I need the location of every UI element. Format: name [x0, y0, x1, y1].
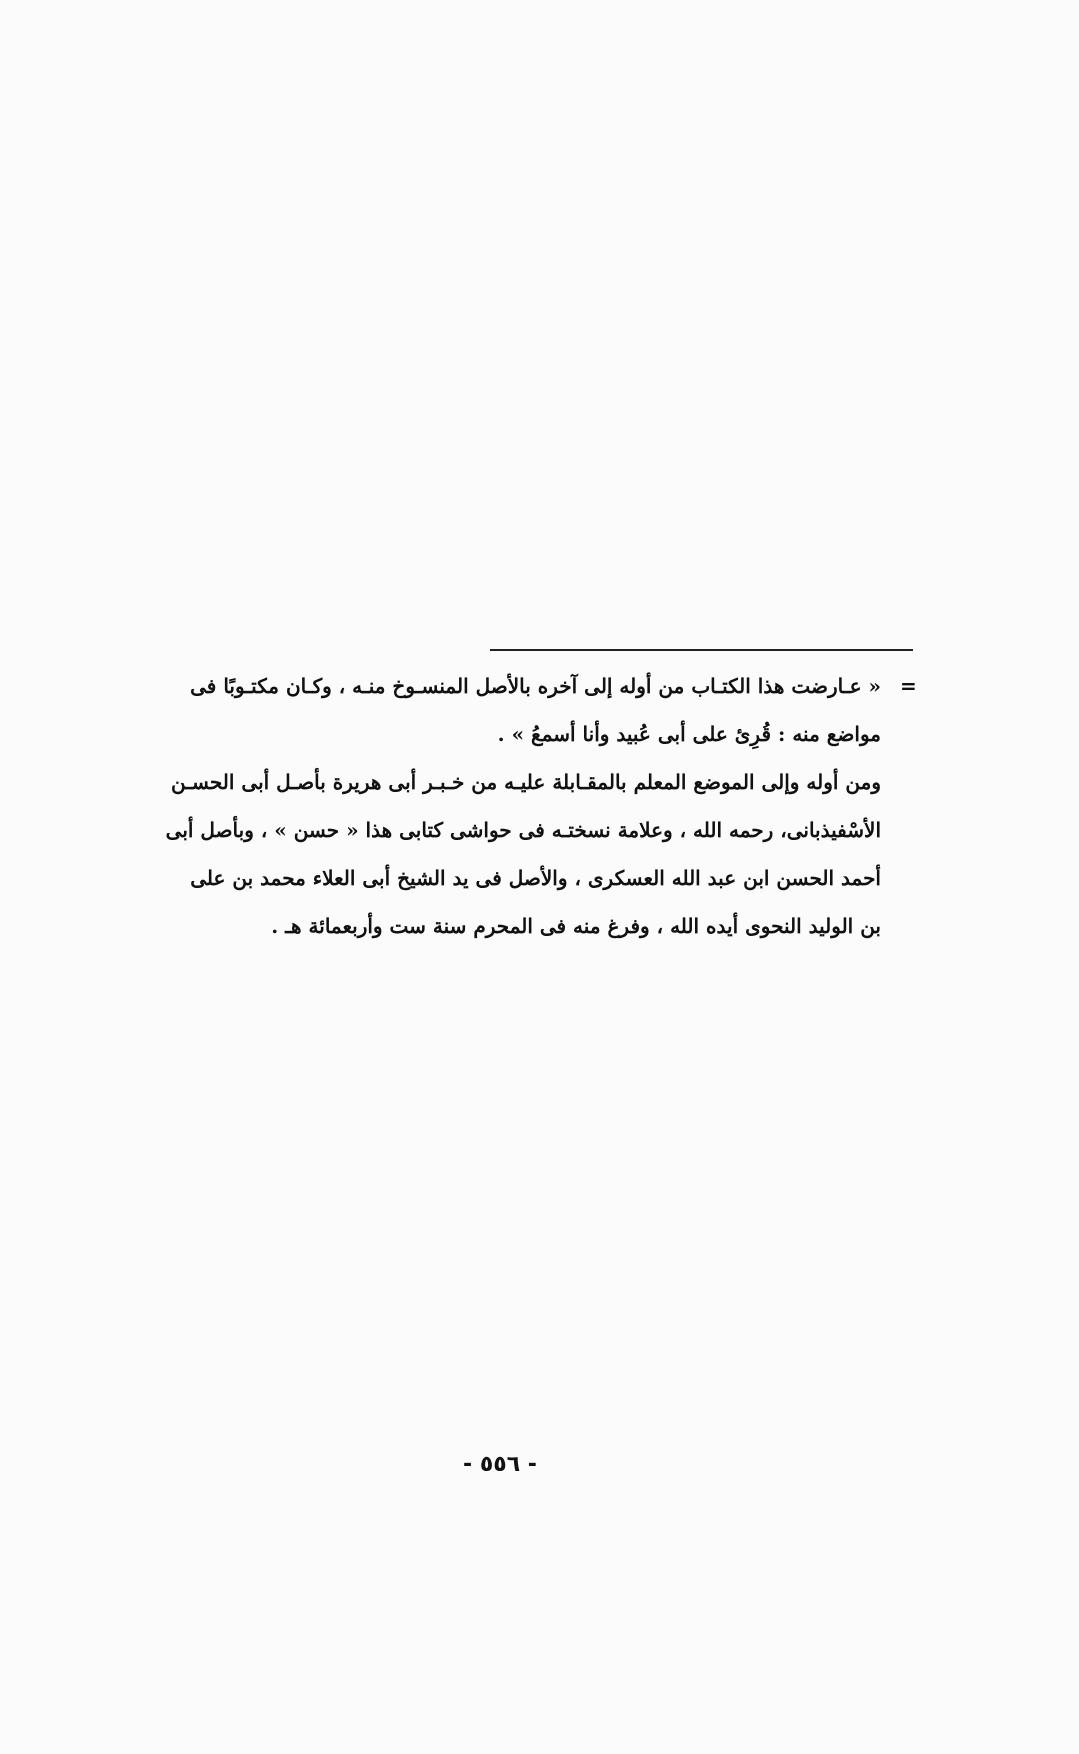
footnote-continuation-marker: =	[900, 674, 917, 698]
footnote-separator-rule	[490, 649, 913, 651]
page-number: - ٥٥٦ -	[463, 1452, 537, 1477]
footnote-line: « عـارضت هذا الكتـاب من أوله إلى آخره بالأصل المنسـوخ منـه ، وكـان مكتـوبًا فى	[190, 674, 881, 698]
footnote-text	[118, 662, 881, 950]
footnote-line: بن الوليد النحوى أيده الله ، وفرغ منه فى المحرم سنة ست وأربعمائة هـ .	[271, 914, 881, 938]
footnote-line: ومن أوله وإلى الموضع المعلم بالمقـابلة عليـه من خـبـر أبى هريرة بأصـل أبى الحسـن	[170, 770, 881, 794]
footnote-line: أحمد الحسن ابن عبد الله العسكرى ، والأصل فى يد الشيخ أبى العلاء محمد بن على	[190, 866, 881, 890]
footnote-line: مواضع منه : قُرِئ على أبى عُبيد وأنا أسمعُ » .	[497, 722, 881, 746]
footnote-line: الأسْفيذبانى، رحمه الله ، وعلامة نسختـه فى حواشى كتابى هذا « حسن » ، وبأصل أبى	[165, 818, 881, 842]
